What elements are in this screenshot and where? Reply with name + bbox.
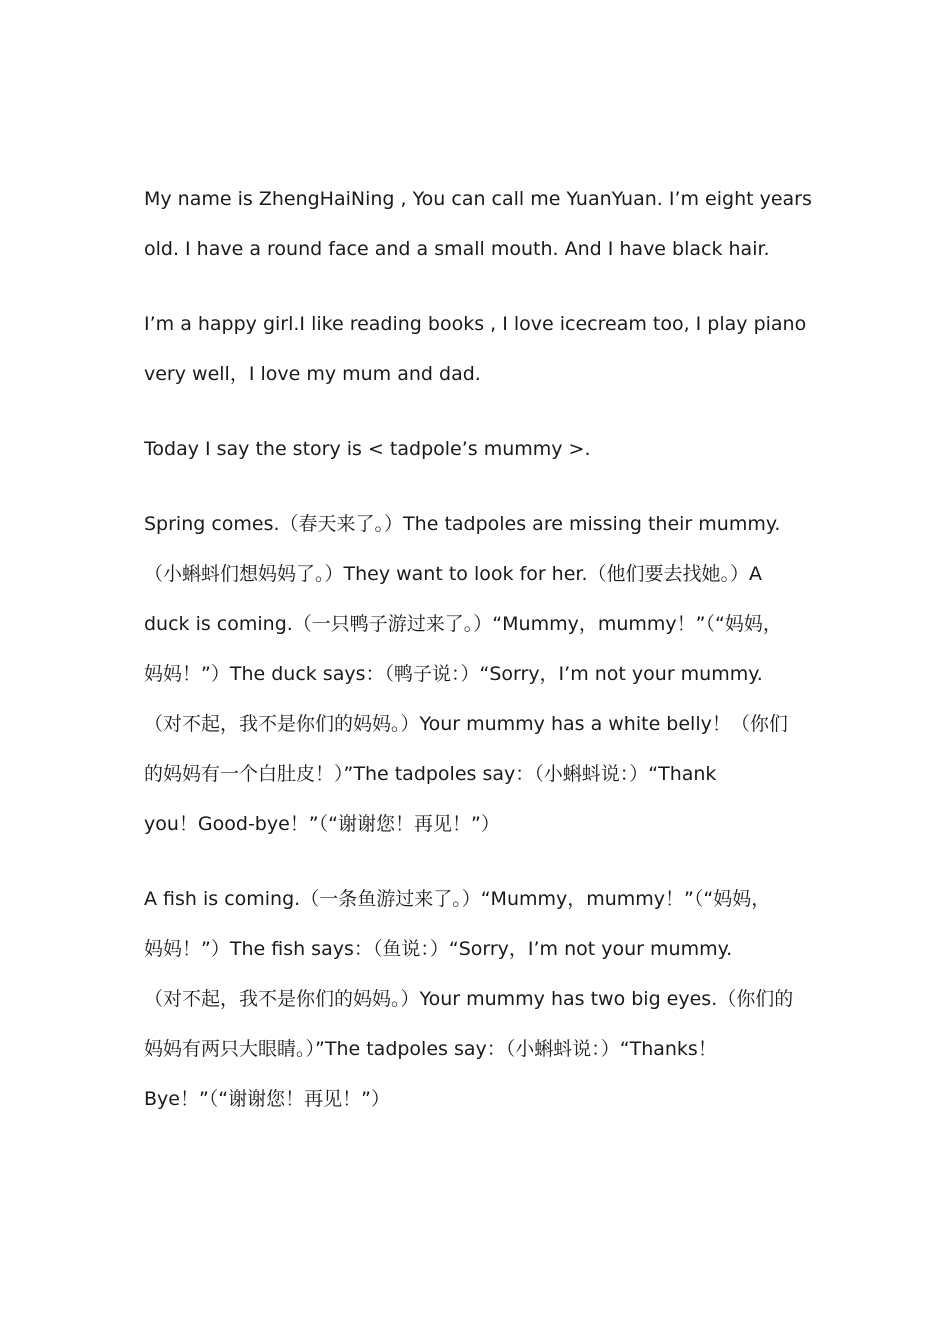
paragraph-story-title bbox=[144, 424, 816, 474]
text-line: old. I have a round face and a small mouth. And I have black hair. bbox=[144, 238, 770, 260]
text-line: you！Good-bye！”（“谢谢您！再见！”） bbox=[144, 813, 500, 835]
paragraph-gap bbox=[144, 474, 816, 499]
text-line: （对不起，我不是你们的妈妈。）Your mummy has two big eyes.（你们的 bbox=[144, 988, 794, 1010]
text-line: 妈妈！”）The fish says：（鱼说：）“Sorry，I’m not your mummy. bbox=[144, 938, 733, 960]
text-line: I’m a happy girl.I like reading books , I love icecream too, I play piano bbox=[144, 313, 807, 335]
text-line: My name is ZhengHaiNing , You can call me YuanYuan. I’m eight years bbox=[144, 188, 812, 210]
text-line: duck is coming.（一只鸭子游过来了。）“Mummy，mummy！”（“妈妈， bbox=[144, 613, 782, 635]
paragraph-fish bbox=[144, 874, 816, 1124]
text-line: 妈妈！”）The duck says：（鸭子说：）“Sorry，I’m not your mummy. bbox=[144, 663, 763, 685]
paragraph-gap bbox=[144, 849, 816, 874]
text-line: （对不起，我不是你们的妈妈。）Your mummy has a white belly！（你们 bbox=[144, 713, 788, 735]
text-line: A fish is coming.（一条鱼游过来了。）“Mummy，mummy！”（“妈妈， bbox=[144, 888, 771, 910]
text-line: Spring comes.（春天来了。）The tadpoles are missing their mummy. bbox=[144, 513, 781, 535]
text-line: Bye！”（“谢谢您！再见！”） bbox=[144, 1088, 390, 1110]
paragraph-gap bbox=[144, 399, 816, 424]
paragraph-duck bbox=[144, 499, 816, 849]
text-line: 妈妈有两只大眼睛。）”The tadpoles say：（小蝌蚪说：）“Thanks！ bbox=[144, 1038, 717, 1060]
text-line: very well，I love my mum and dad. bbox=[144, 363, 481, 385]
text-line: （小蝌蚪们想妈妈了。）They want to look for her.（他们要去找她。）A bbox=[144, 563, 763, 585]
paragraph-hobbies bbox=[144, 299, 816, 399]
text-line: 的妈妈有一个白肚皮！）”The tadpoles say：（小蝌蚪说：）“Thank bbox=[144, 763, 717, 785]
text-line: Today I say the story is < tadpole’s mummy >. bbox=[144, 438, 591, 460]
paragraph-gap bbox=[144, 274, 816, 299]
document-body bbox=[144, 174, 816, 1124]
paragraph-intro bbox=[144, 174, 816, 274]
